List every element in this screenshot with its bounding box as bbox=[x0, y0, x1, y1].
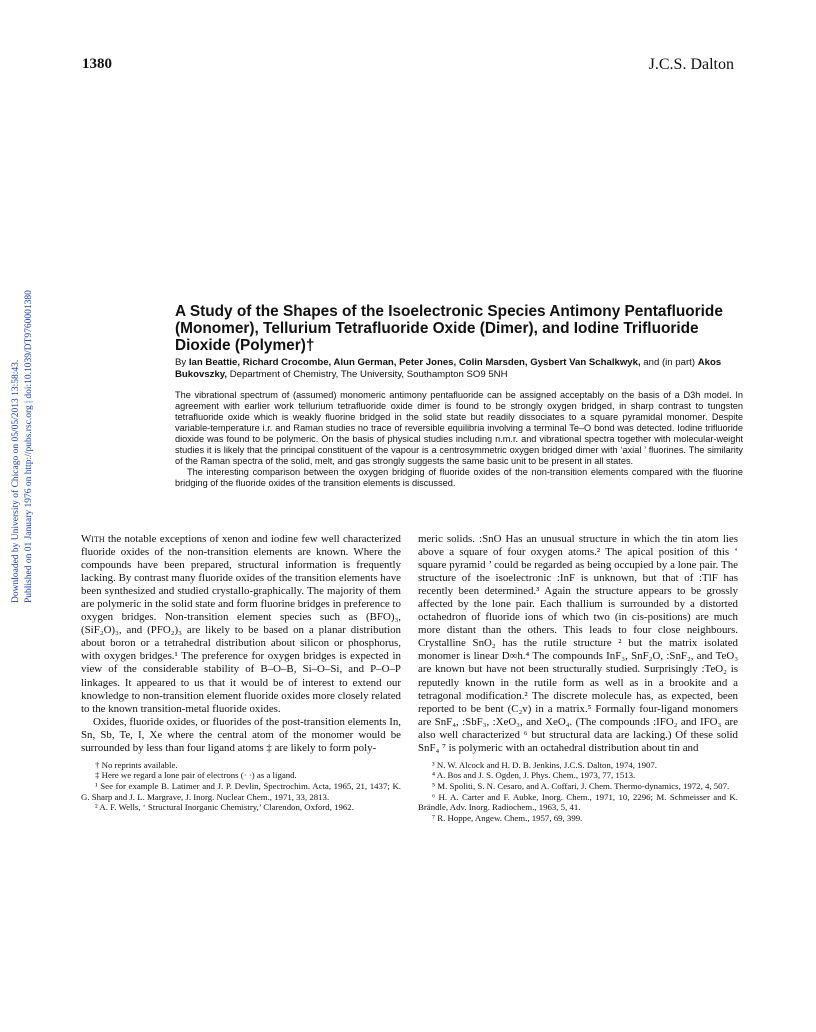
author-last: Akos Bukovszky, bbox=[175, 357, 722, 380]
footnotes-left bbox=[81, 760, 401, 813]
abstract-paragraph-2: The interesting comparison between the oxygen bridging of fluoride oxides of the non-transition elements compared with the fluorine bridging of the fluoride oxides of the transition elements is discussed. bbox=[175, 467, 743, 489]
footnote: ³ N. W. Alcock and H. D. B. Jenkins, J.C.S. Dalton, 1974, 1907. bbox=[432, 759, 658, 770]
page-number: 1380 bbox=[82, 56, 112, 72]
body-text: the notable exceptions of xenon and iodine few well characterized fluoride oxides of the non-transition elements are known. Where the compounds have been prepared, structural information is frequently lacking. By contrast many fluoride oxides of the transition elements have been synthesized and studied crystallo-graphically. The majority of them are polymeric in the solid state and form fluorine bridges in preference to oxygen bridges. Non-transition element species such as (BFO)₃, (SiF₂O)₃, and (PFO₂)₃ are likely to be based on a planar distribution about boron or a tetrahedral distribution about silicon or phosphorus, with oxygen bridges.¹ The preference for oxygen bridges is expected in view of the considerable stability of B–O–B, Si–O–Si, and P–O–P linkages. It appeared to us that it would be of interest to extend our knowledge to non-transition element fluoride oxides more closely related to the known transition-metal fluoride oxides. bbox=[81, 533, 401, 715]
footnote: † No reprints available. bbox=[95, 759, 178, 770]
download-notice[interactable] bbox=[6, 235, 36, 605]
in-part-label: and (in part) bbox=[640, 357, 698, 368]
footnote: ⁴ A. Bos and J. S. Ogden, J. Phys. Chem., 1973, 77, 1513. bbox=[432, 770, 636, 781]
footnote: ⁶ H. A. Carter and F. Aubke, Inorg. Chem., 1971, 10, 2296; M. Schmeisser and K. Brändle, Adv. Inorg. Radiochem., 1963, 5, 41. bbox=[418, 791, 738, 813]
footnote: ² A. F. Wells, ‘ Structural Inorganic Chemistry,’ Clarendon, Oxford, 1962. bbox=[95, 802, 354, 813]
footnote: ⁵ M. Spoliti, S. N. Cesaro, and A. Coffari, J. Chem. Thermo-dynamics, 1972, 4, 507. bbox=[432, 780, 730, 791]
journal-name: J.C.S. Dalton bbox=[648, 56, 734, 73]
body-paragraph bbox=[81, 533, 401, 716]
download-notice-line2[interactable]: Published on 01 January 1976 on http://pubs.rsc.org | doi:10.1039/DT9760001380 bbox=[24, 290, 34, 603]
body-column-right bbox=[418, 533, 738, 823]
download-notice-line1: Downloaded by University of Chicago on 05/05/2013 13:58:43. bbox=[11, 359, 21, 603]
footnote: ⁷ R. Hoppe, Angew. Chem., 1957, 69, 399. bbox=[432, 812, 583, 823]
footnote: ¹ See for example B. Latimer and J. P. Devlin, Spectrochim. Acta, 1965, 21, 1437; K. G. Sharp and J. L. Margrave, J. Inorg. Nuclear Chem., 1971, 33, 2813. bbox=[81, 780, 401, 802]
affiliation: Department of Chemistry, The University, Southampton SO9 5NH bbox=[227, 369, 508, 380]
lead-word: With bbox=[81, 533, 105, 545]
abstract-paragraph-1: The vibrational spectrum of (assumed) monomeric antimony pentafluoride can be assigned acceptably on the basis of a D3h model. In agreement with earlier work tellurium tetrafluoride oxide dimer is found to be strongly oxygen bridged, in sharp contrast to tungsten tetrafluoride oxide which is weakly fluorine bridged in the solid state but readily dissociates to a square pyramidal monomer. Despite variable-temperature i.r. and Raman studies no trace of reversible equilibria involving a terminal Te–O bond was detected. Iodine trifluoride dioxide was found to be polymeric. On the basis of physical studies including n.m.r. and vibrational spectra together with molecular-weight studies it is likely that the principal constituent of the vapour is a centrosymmetric oxygen bridged dimer with ‘axial ’ fluorines. The similarity of the Raman spectra of the solid, melt, and gas strongly suggests the same basic unit to be present in all states. bbox=[175, 390, 743, 467]
by-label: By bbox=[175, 357, 189, 368]
footnotes-right bbox=[418, 760, 738, 824]
footnote: ‡ Here we regard a lone pair of electrons (· ·) as a ligand. bbox=[95, 770, 297, 781]
article-title: A Study of the Shapes of the Isoelectronic Species Antimony Pentafluoride (Monomer), Tellurium Tetrafluoride Oxide (Dimer), and Iodine Trifluoride Dioxide (Polymer)† bbox=[175, 303, 723, 354]
author-line bbox=[175, 357, 747, 381]
body-paragraph: Oxides, fluoride oxides, or fluorides of the post-transition elements In, Sn, Sb, Te, I, Xe where the central atom of the monomer would be surrounded by less than four ligand atoms ‡ are likely to form poly- bbox=[81, 715, 401, 754]
authors: Ian Beattie, Richard Crocombe, Alun German, Peter Jones, Colin Marsden, Gysbert Van Schalkwyk, bbox=[188, 357, 641, 368]
body-paragraph: meric solids. :SnO Has an unusual structure in which the tin atom lies above a square of four oxygen atoms.² The apical position of this ‘ square pyramid ’ could be regarded as being occupied by a lone pair. The structure of the isoelectronic :InF is unknown, but that of :TlF has recently been determined.³ Again the structure appears to be grossly affected by the lone pair. Each thallium is surrounded by a distorted octahedron of fluoride ions of which two (in cis-positions) are much more distant than the others. This leads to four close neighbours. Crystalline SnO₂ has the rutile structure ² but the matrix isolated monomer is linear D∞h.⁴ The compounds InF₃, SnF₂O, :SnF₂, and TeO₃ are known but have not been structurally studied. Surprisingly :TeO₂ is reputedly known in the rutile form as well as in a brookite and a tetragonal modification.² The discrete molecule has, as expected, been reported to be bent (C₂v) in a matrix.⁵ Formally four-ligand monomers are SnF₄, :SbF₃, :XeO₃, and XeO₄. (The compounds :IFO₂ and IFO₃ are also well characterized ⁶ but structural data are lacking.) Of these solid SnF₄ ⁷ is polymeric with an octahedral distribution about tin and bbox=[418, 533, 738, 754]
body-column-left bbox=[81, 533, 401, 813]
abstract bbox=[175, 390, 743, 489]
